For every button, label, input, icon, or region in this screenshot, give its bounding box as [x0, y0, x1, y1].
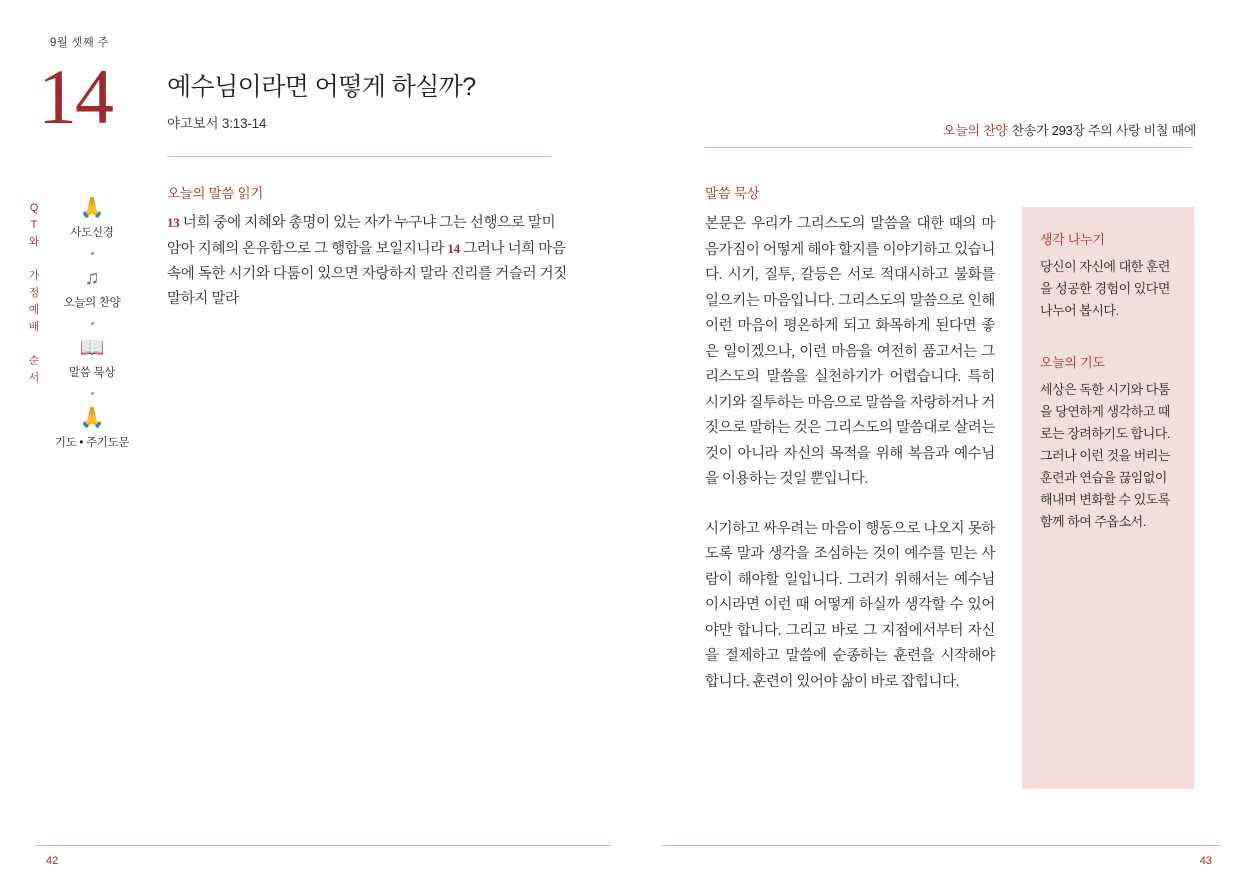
prayer-text: 세상은 독한 시기와 다툼을 당연하게 생각하고 때로는 장려하기도 합니다. 그러나 이런 것을 버리는 훈련과 연습을 끊임없이 해내며 변화할 수 있도록 함께 하여 주옵소서. [1040, 382, 1170, 529]
prayer-heading: 오늘의 기도 [1040, 355, 1105, 370]
vertical-nav-char: 배 [28, 321, 40, 333]
page-title: 예수님이라면 어떻게 하실까? [167, 73, 476, 101]
verse-text: 그러나 너희 마음 속에 독한 시기와 다툼이 있으면 자랑하지 말라 진리를 거슬러 거짓말하지 말라 [167, 241, 568, 307]
rail-item-hymn [52, 266, 132, 310]
rail-item-creed [52, 196, 132, 240]
hymn-value: 찬송가 293장 주의 사랑 비칠 때에 [1011, 123, 1196, 138]
meditation-heading: 말씀 묵상 [705, 186, 760, 201]
rail-item-label: 기도 • 주기도문 [54, 437, 130, 449]
reading-heading: 오늘의 말씀 읽기 [167, 186, 264, 201]
share-heading: 생각 나누기 [1040, 232, 1105, 247]
rail-item-label: 오늘의 찬양 [63, 297, 121, 309]
rail-item-label: 사도신경 [70, 227, 114, 239]
vertical-nav-char: 순 [28, 355, 40, 367]
week-label: 9월 셋째 주 [50, 37, 109, 49]
hymn-label: 오늘의 찬양 [942, 123, 1008, 138]
vertical-nav-char [26, 251, 42, 268]
rail-item-prayer [52, 406, 132, 450]
verse-text: 너희 중에 지혜와 총명이 있는 자가 누구냐 그는 선행으로 말미암아 지혜의 온유함으로 그 행함을 보일지니라 [167, 215, 556, 257]
vertical-nav-char: Q [29, 202, 39, 214]
reading-body [167, 210, 567, 312]
vertical-nav-char: 와 [28, 236, 40, 248]
rail-separator-dot [91, 252, 94, 255]
rail-item-label: 말씀 묵상 [68, 367, 116, 379]
meditation-paragraph: 시기하고 싸우려는 마음이 행동으로 나오지 못하도록 말과 생각을 조심하는 것이 예수를 믿는 사람이 해야할 일입니다. 그러기 위해서는 예수님이시라면 이런 때 어떻게 하실까 생각할 수 있어야만 합니다. 그리고 바로 그 지점에서부터 자신을 절제하고 말씀에 순종하는 훈련을 시작해야 합니다. 훈련이 있어야 삶이 바로 잡힙니다. [705, 520, 995, 690]
rail-item-meditation [52, 336, 132, 380]
title-divider [167, 156, 551, 157]
title-block [167, 72, 552, 132]
vertical-nav-label [26, 200, 42, 387]
right-header-divider [705, 147, 1193, 148]
todays-reading-section [167, 182, 567, 312]
page-number-left: 42 [46, 855, 59, 867]
meditation-paragraph: 본문은 우리가 그리스도의 말씀을 대한 때의 마음가짐이 어떻게 해야 할지를 이야기하고 있습니다. 시기, 질투, 갈등은 서로 적대시하고 불화를 일으키는 마음입니다. 그리스도의 말씀으로 인해 이런 마음이 평온하게 되고 화목하게 된다면 좋은 일이겠으나, 이런 마음을 여전히 품고서는 그리스도의 말씀을 실천하기가 어렵습니다. 특히 시기와 질투하는 마음으로 말씀을 자랑하거나 거짓으로 말하는 것은 그리스도의 말씀대로 살려는 것이 아니라 자신의 목적을 위해 복음과 예수님을 이용하는 것일 뿐입니다. [705, 216, 995, 487]
vertical-nav-char: 가 [28, 270, 40, 282]
todays-hymn [943, 120, 1196, 139]
rail-separator-dot [91, 322, 94, 325]
share-text: 당신이 자신에 대한 훈련을 성공한 경험이 있다면 나누어 봅시다. [1040, 259, 1170, 318]
praying-hands-icon: 🙏 [79, 407, 105, 429]
order-of-service-rail [52, 196, 132, 450]
left-footer-divider [36, 845, 611, 846]
rail-separator-dot [91, 392, 94, 395]
meditation-section [705, 182, 995, 719]
praying-hands-icon: 🙏 [79, 197, 105, 219]
vertical-nav-char: 정 [28, 287, 40, 299]
verse-number: 13 [167, 215, 180, 230]
music-note-icon: ♫ [84, 267, 100, 289]
vertical-nav-char: 예 [28, 304, 40, 316]
verse-number: 14 [447, 241, 460, 256]
vertical-nav-char: T [30, 219, 38, 231]
vertical-nav-char [26, 336, 42, 353]
right-footer-divider [662, 845, 1220, 846]
scripture-reference: 야고보서 3:13-14 [167, 116, 267, 132]
meditation-body [705, 212, 995, 695]
page-number-right: 43 [1199, 855, 1212, 867]
vertical-nav-char: 서 [28, 372, 40, 384]
sidebar-card [1022, 207, 1194, 789]
date-number: 14 [38, 53, 112, 140]
open-book-icon: 📖 [79, 337, 105, 359]
card-spacer [1040, 322, 1176, 352]
